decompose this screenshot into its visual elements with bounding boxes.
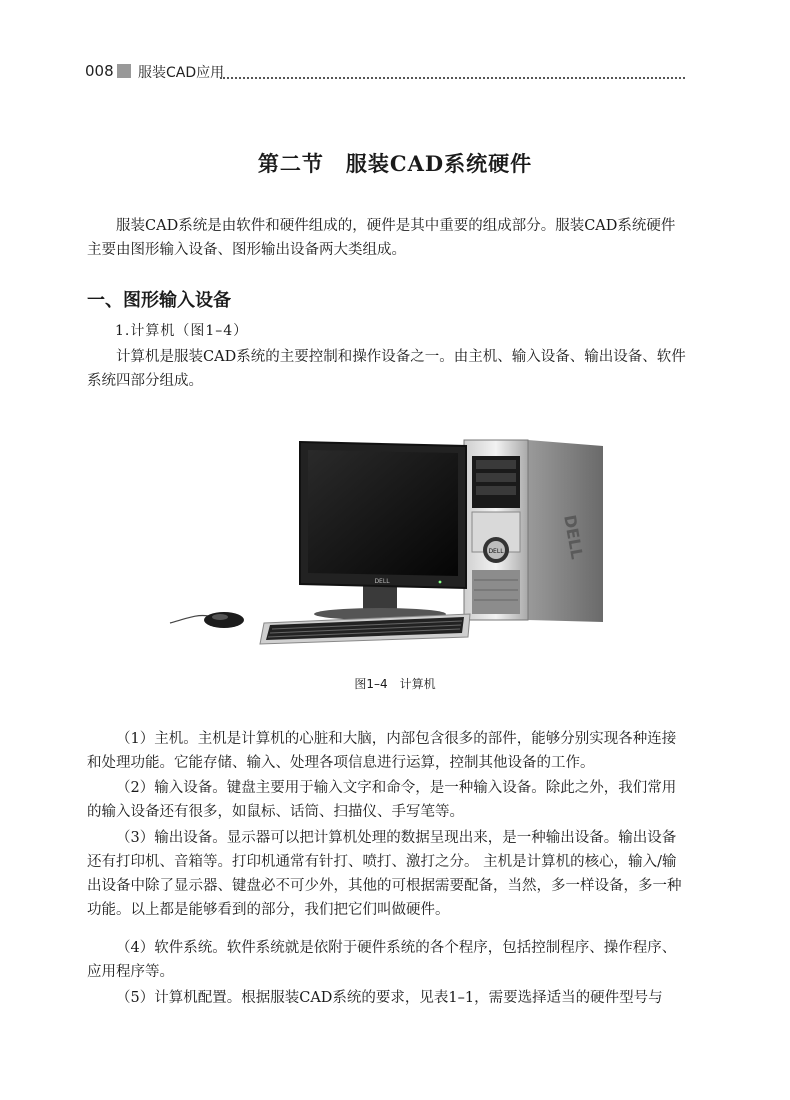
keyboard <box>260 614 470 644</box>
running-title: 服装CAD应用 <box>138 65 225 81</box>
pc-tower <box>464 440 603 622</box>
computer-figure <box>168 430 618 650</box>
list-item-input-devices: （2）输入设备。键盘主要用于输入文字和命令，是一种输入设备。除此之外，我们常用的输入设备还有很多，如鼠标、话筒、扫描仪、手写笔等。 <box>87 780 677 820</box>
monitor <box>300 442 466 620</box>
page-number: 008 <box>85 62 114 80</box>
header-square-marker <box>117 64 131 78</box>
tower-logo: DELL <box>488 548 504 555</box>
heading-computer: 1.计算机（图1–4） <box>115 323 249 339</box>
running-header <box>85 60 685 84</box>
heading-input-devices: 一、图形输入设备 <box>87 290 231 311</box>
figure-caption-number: 图1–4 <box>354 677 388 691</box>
list-item-host: （1）主机。主机是计算机的心脏和大脑，内部包含很多的部件，能够分别实现各种连接和处理功能。它能存储、输入、处理各项信息进行运算，控制其他设备的工作。 <box>87 731 677 771</box>
monitor-logo: DELL <box>374 578 390 585</box>
section-title <box>0 148 790 178</box>
list-item-software: （4）软件系统。软件系统就是依附于硬件系统的各个程序，包括控制程序、操作程序、应用程序等。 <box>87 940 677 980</box>
figure-caption <box>0 675 790 692</box>
intro-paragraph: 服装CAD系统是由软件和硬件组成的，硬件是其中重要的组成部分。服装CAD系统硬件主要由图形输入设备、图形输出设备两大类组成。 <box>87 218 676 258</box>
computer-paragraph: 计算机是服装CAD系统的主要控制和操作设备之一。由主机、输入设备、输出设备、软件系统四部分组成。 <box>87 349 686 389</box>
list-item-configuration: （5）计算机配置。根据服装CAD系统的要求，见表1–1，需要选择适当的硬件型号与 <box>116 990 663 1006</box>
list-item-output-devices: （3）输出设备。显示器可以把计算机处理的数据呈现出来，是一种输出设备。输出设备还有打印机、音箱等。打印机通常有针打、喷打、激打之分。 主机是计算机的核心，输入/输出设备中除了显示器、键盘必不可少外，其他的可根据需要配备，当然，多一样设备，多一种功能。以上都是能够看到的部分，我们把它们叫做硬件。 <box>87 830 682 918</box>
figure-caption-text: 计算机 <box>399 677 436 691</box>
section-title-text: 服装CAD系统硬件 <box>345 151 533 176</box>
mouse <box>170 612 244 628</box>
computer-illustration <box>168 430 618 650</box>
tower-side-logo: DELL <box>560 513 587 561</box>
section-number: 第二节 <box>257 151 324 176</box>
header-dotted-rule <box>220 77 685 79</box>
